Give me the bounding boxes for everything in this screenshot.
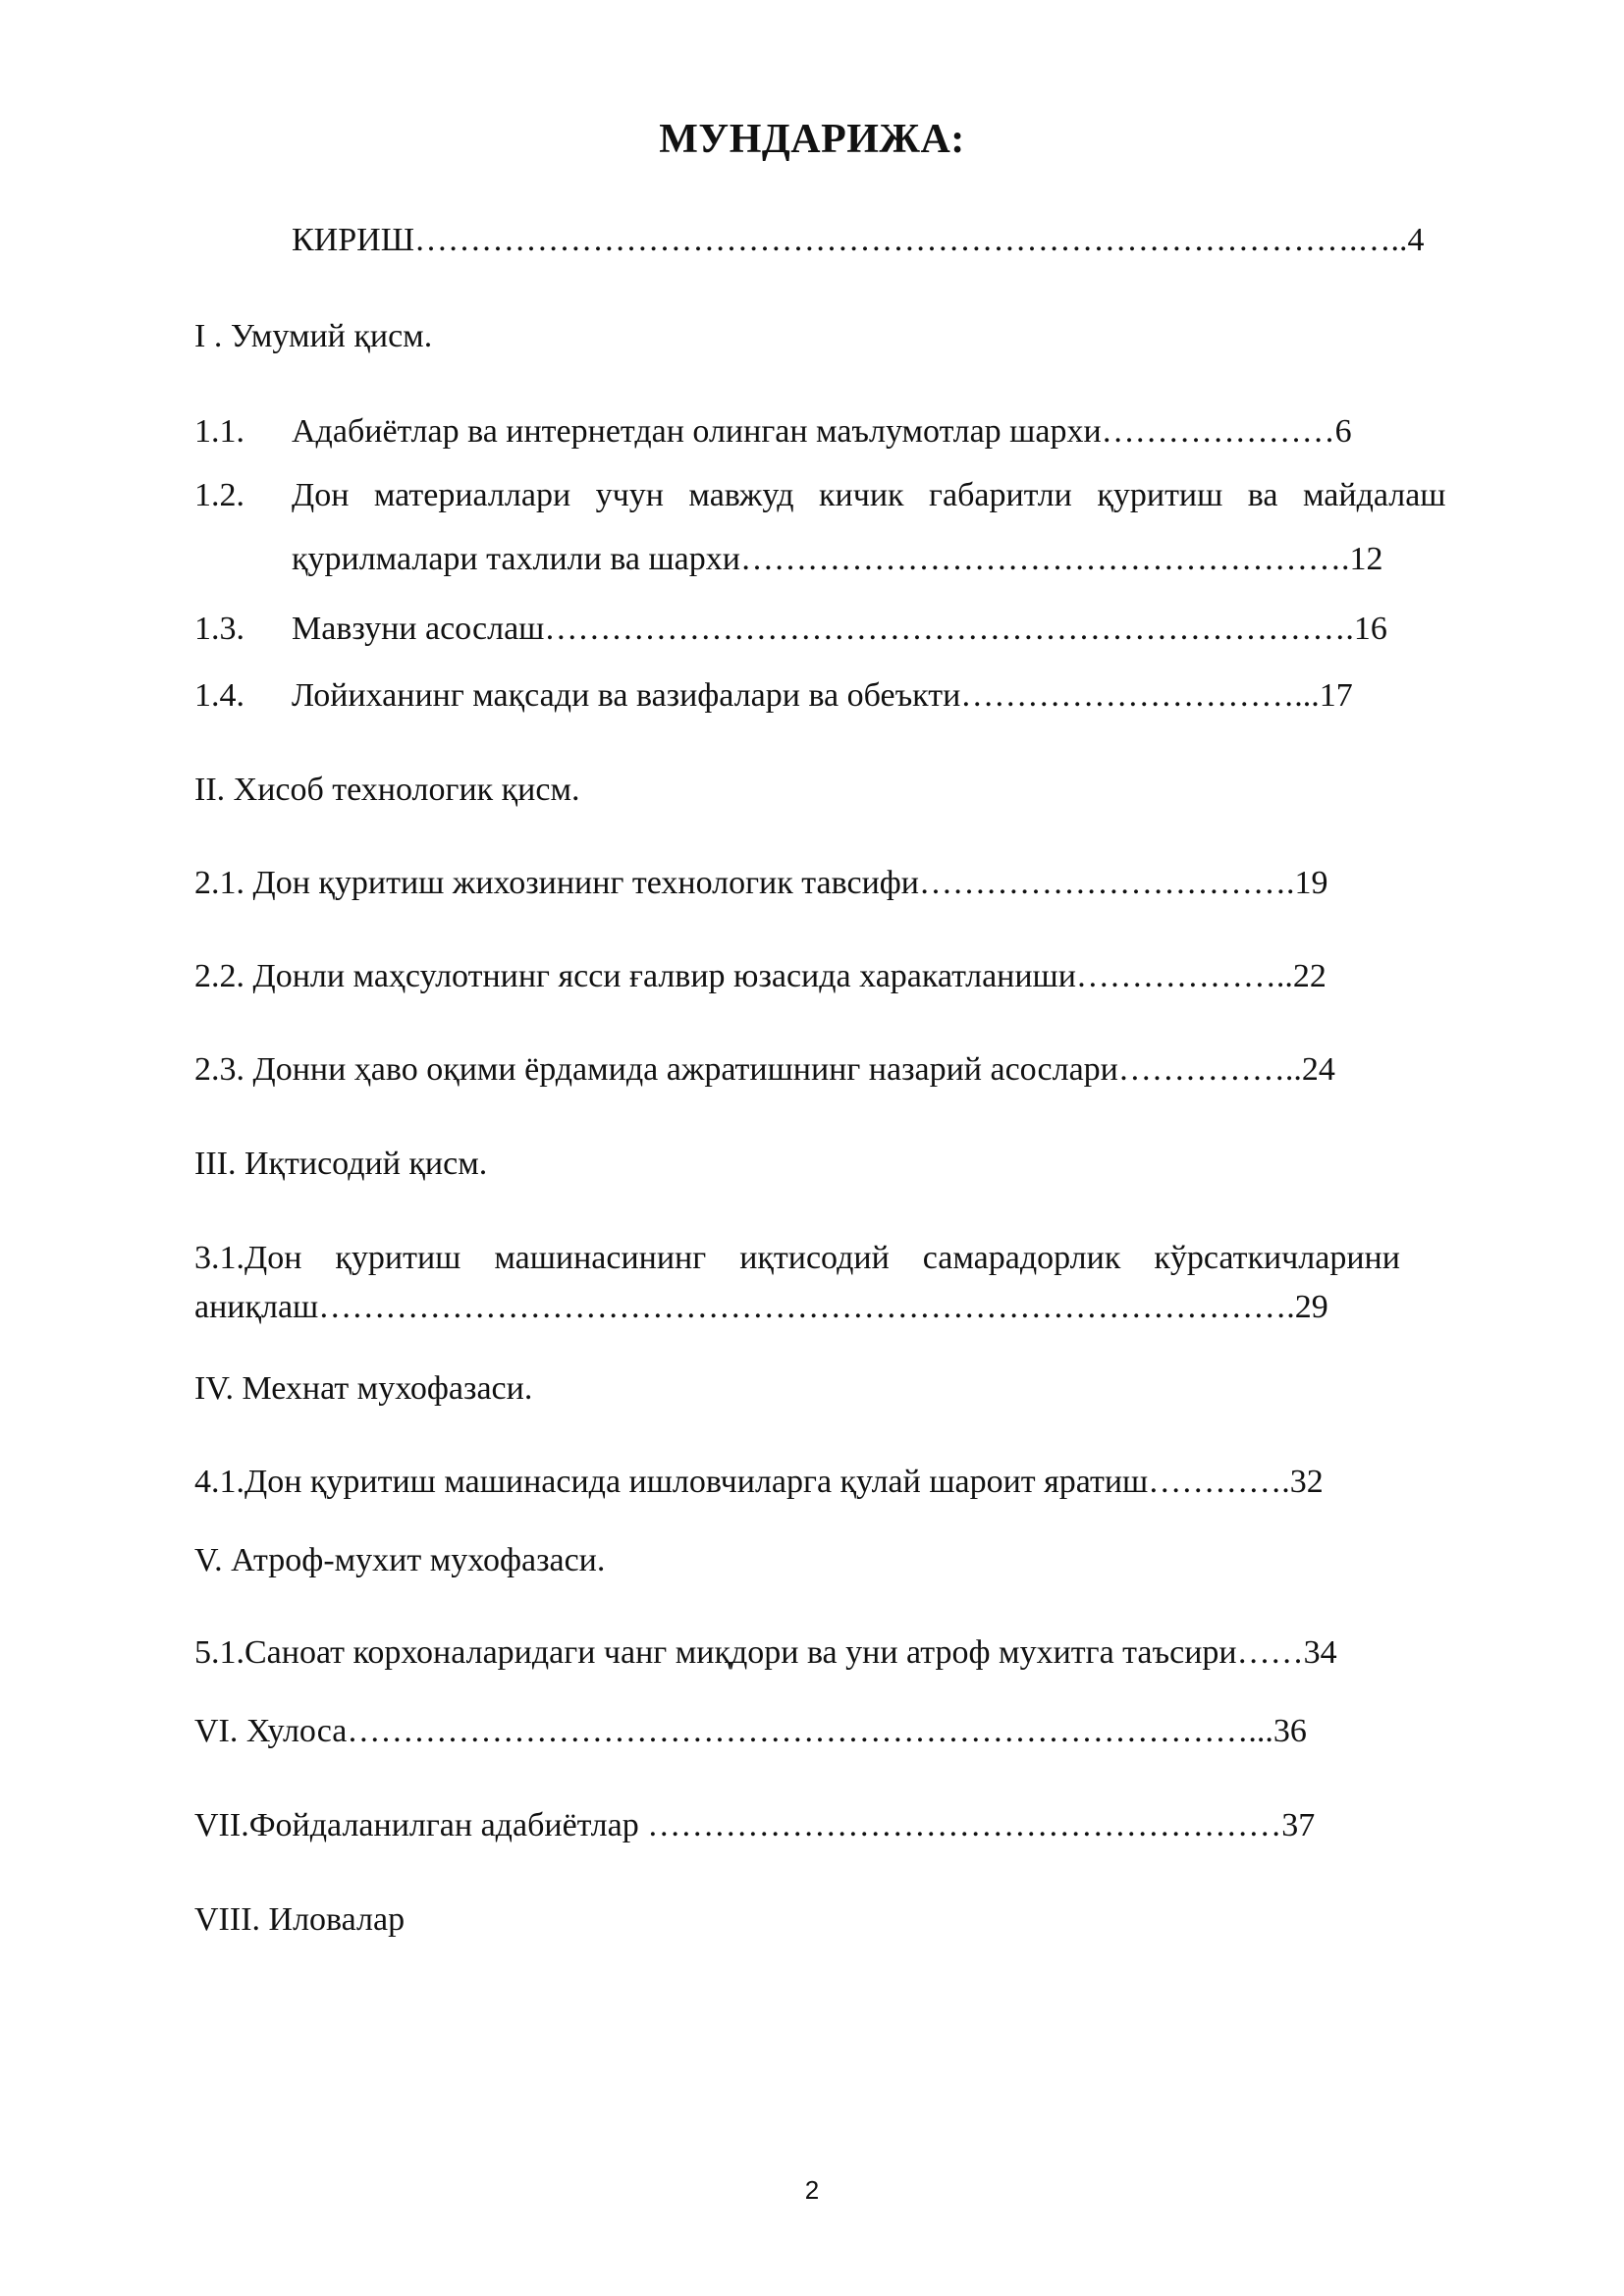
toc-2-2: 2.2. Донли маҳсулотнинг ясси ғалвир юзасида харакатланиши………………..22 [194, 958, 1326, 994]
toc-1-1-title: Адабиётлар ва интернетдан олинган маълумотлар шархи…………………6 [292, 413, 1352, 450]
toc-2-1: 2.1. Дон қуритиш жихозининг технологик тавсифи…………………………….19 [194, 865, 1328, 901]
toc-part-8: VIII. Иловалар [194, 1901, 406, 1938]
toc-intro: КИРИШ………………………………………………………………………….…..4 [292, 222, 1425, 258]
toc-part-7: VII.Фойдаланилган адабиётлар …………………………………………………37 [194, 1807, 1316, 1843]
page-number: 2 [804, 2175, 820, 2205]
page-title: МУНДАРИЖА: [659, 117, 965, 162]
toc-part-3: III. Иқтисодий қисм. [194, 1146, 488, 1182]
toc-4-1: 4.1.Дон қуритиш машинасида ишловчиларга қулай шароит яратиш………….32 [194, 1464, 1324, 1500]
toc-part-2: II. Хисоб технологик қисм. [194, 772, 580, 808]
toc-1-4-title: Лойиханинг мақсади ва вазифалари ва обеъкти…………………………...17 [292, 677, 1353, 714]
toc-part-6: VI. Хулоса………………………………………………………………………...36 [194, 1713, 1307, 1749]
toc-3-1-line1: 3.1.Дон қуритиш машинасининг иқтисодий самарадорлик кўрсаткичларини [194, 1240, 1400, 1276]
toc-1-4-number: 1.4. [194, 677, 244, 714]
toc-1-2-number: 1.2. [194, 477, 244, 513]
toc-3-1-line2: аниқлаш…………………………………………………………………………….29 [194, 1289, 1328, 1325]
toc-part-4: IV. Мехнат мухофазаси. [194, 1370, 533, 1407]
toc-1-2-title-line2: қурилмалари тахлили ва шархи……………………………………………….12 [292, 541, 1383, 577]
toc-part-5: V. Атроф-мухит мухофазаси. [194, 1542, 606, 1578]
toc-1-3-title: Мавзуни асослаш……………………………………………………………….16 [292, 611, 1387, 647]
toc-2-3: 2.3. Донни ҳаво оқими ёрдамида ажратишнинг назарий асослари……………..24 [194, 1051, 1335, 1088]
toc-part-1: I . Умумий қисм. [194, 318, 433, 354]
toc-5-1: 5.1.Саноат корхоналаридаги чанг миқдори ва уни атроф мухитга таъсири……34 [194, 1634, 1337, 1671]
toc-1-3-number: 1.3. [194, 611, 244, 647]
toc-1-1-number: 1.1. [194, 413, 244, 450]
toc-1-2-title-line1: Дон материаллари учун мавжуд кичик габаритли қуритиш ва майдалаш [292, 477, 1446, 513]
